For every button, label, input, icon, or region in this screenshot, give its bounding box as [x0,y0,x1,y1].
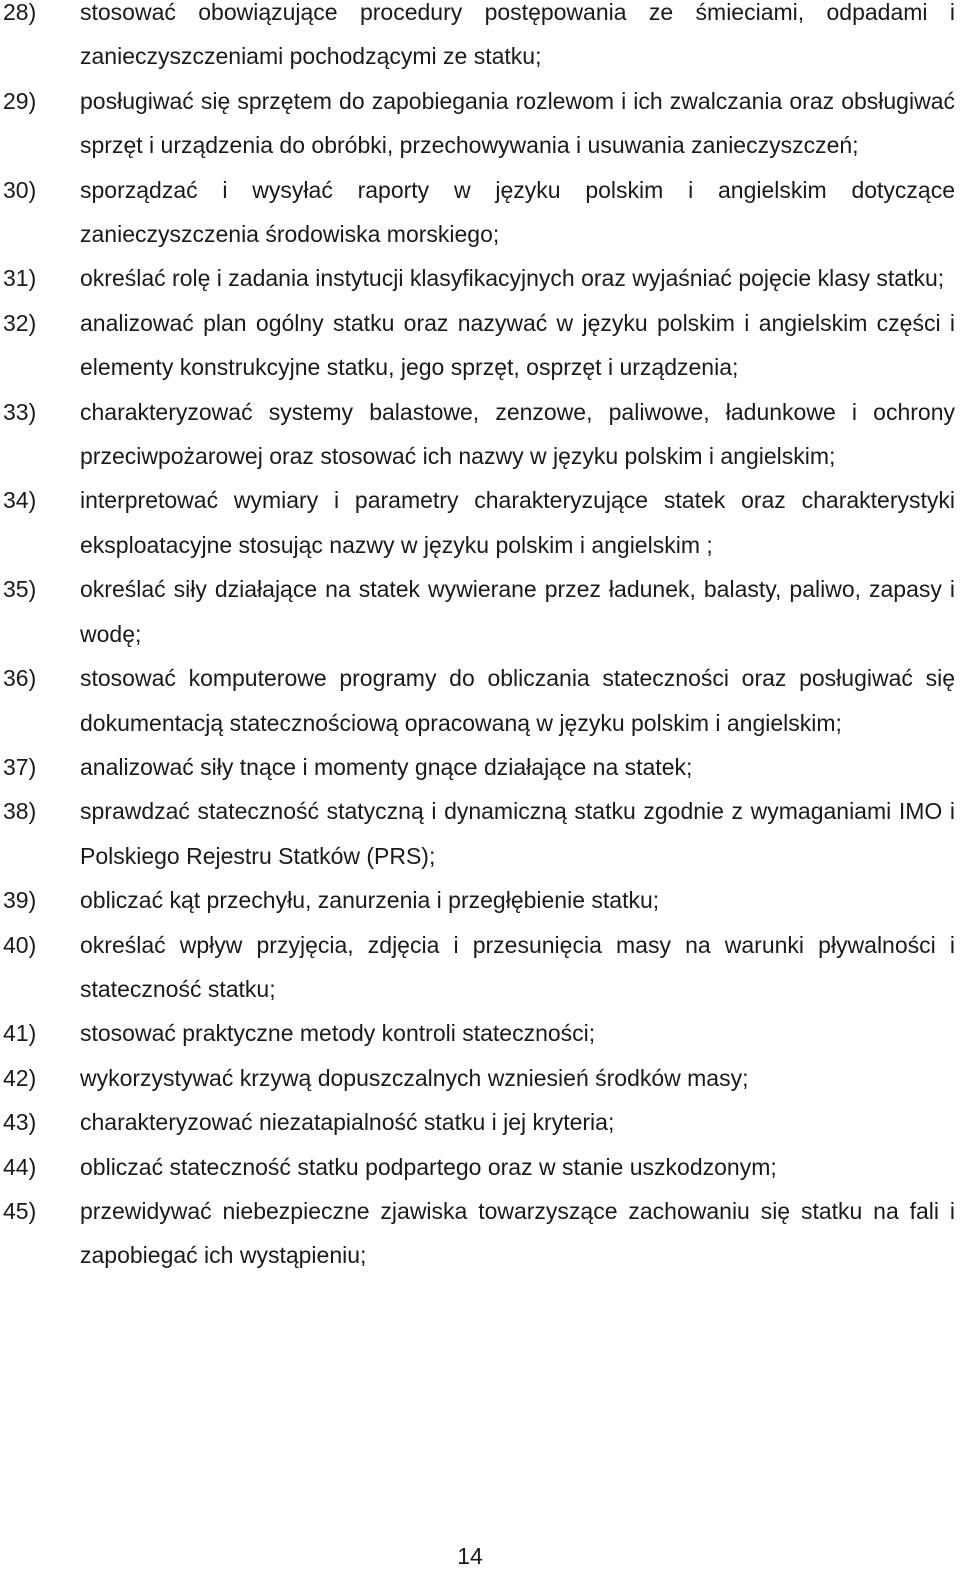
item-text: sprawdzać stateczność statyczną i dynamiczną statku zgodnie z wymaganiami IMO i Polskiego Rejestru Statków (PRS); [80,798,955,869]
item-number: 35) [3,576,37,603]
item-number: 38) [3,798,37,825]
item-number: 29) [3,87,37,114]
list-item [0,301,955,390]
list-item [0,478,955,567]
item-text: charakteryzować systemy balastowe, zenzowe, paliwowe, ładunkowe i ochrony przeciwpożarowej oraz stosować ich nazwy w języku polskim i angielskim; [80,398,955,470]
item-number: 30) [3,176,37,203]
list-item [0,256,955,300]
list-item [0,1056,955,1100]
list-item [0,1100,955,1144]
item-number: 28) [3,0,37,25]
item-text: stosować praktyczne metody kontroli stateczności; [80,1020,596,1047]
list-item [0,0,955,79]
list-item [0,567,955,656]
item-text: interpretować wymiary i parametry charakteryzujące statek oraz charakterystyki eksploatacyjne stosując nazwy w języku polskim i angielskim ; [80,487,955,558]
item-text: posługiwać się sprzętem do zapobiegania rozlewom i ich zwalczania oraz obsługiwać sprzęt i urządzenia do obróbki, przechowywania i usuwania zanieczyszczeń; [80,87,955,159]
item-number: 31) [3,265,37,292]
item-text: analizować siły tnące i momenty gnące działające na statek; [80,753,693,780]
item-number: 33) [3,398,37,425]
item-text: obliczać stateczność statku podpartego oraz w stanie uszkodzonym; [80,1153,777,1180]
item-text: określać siły działające na statek wywierane przez ładunek, balasty, paliwo, zapasy i wodę; [80,576,955,647]
list-item [0,1145,955,1189]
item-number: 45) [3,1197,37,1224]
item-text: przewidywać niebezpieczne zjawiska towarzyszące zachowaniu się statku na fali i zapobiegać ich wystąpieniu; [80,1197,955,1269]
list-item [0,789,955,878]
item-text: stosować komputerowe programy do obliczania stateczności oraz posługiwać się dokumentacją statecznościową opracowaną w języku polskim i angielskim; [80,665,955,736]
list-item [0,656,955,745]
item-text: analizować plan ogólny statku oraz nazywać w języku polskim i angielskim części i elementy konstrukcyjne statku, jego sprzęt, osprzęt i urządzenia; [80,309,955,381]
item-number: 41) [3,1020,37,1047]
item-number: 43) [3,1109,37,1136]
list-item [0,878,955,922]
page-number: 14 [457,1543,483,1569]
item-text: sporządzać i wysyłać raporty w języku polskim i angielskim dotyczące zanieczyszczenia środowiska morskiego; [80,176,955,248]
item-text: określać rolę i zadania instytucji klasyfikacyjnych oraz wyjaśniać pojęcie klasy statku; [80,265,945,292]
item-number: 40) [3,931,37,958]
list-item [0,923,955,1012]
item-text: wykorzystywać krzywą dopuszczalnych wzniesień środków masy; [80,1064,749,1091]
list-item [0,79,955,168]
item-number: 42) [3,1064,37,1091]
list-item [0,1189,955,1278]
item-text: określać wpływ przyjęcia, zdjęcia i przesunięcia masy na warunki pływalności i stateczność statku; [80,931,955,1002]
list-item [0,1011,955,1055]
list-item [0,745,955,789]
list-item [0,168,955,257]
item-number: 32) [3,309,37,336]
item-number: 34) [3,487,37,514]
item-number: 36) [3,665,37,692]
item-text: charakteryzować niezatapialność statku i jej kryteria; [80,1109,615,1136]
item-number: 44) [3,1153,37,1180]
item-number: 39) [3,887,37,914]
item-number: 37) [3,753,37,780]
item-text: obliczać kąt przechyłu, zanurzenia i przegłębienie statku; [80,887,660,914]
item-text: stosować obowiązujące procedury postępowania ze śmieciami, odpadami i zanieczyszczeniami pochodzącymi ze statku; [80,0,955,70]
list-item [0,390,955,479]
